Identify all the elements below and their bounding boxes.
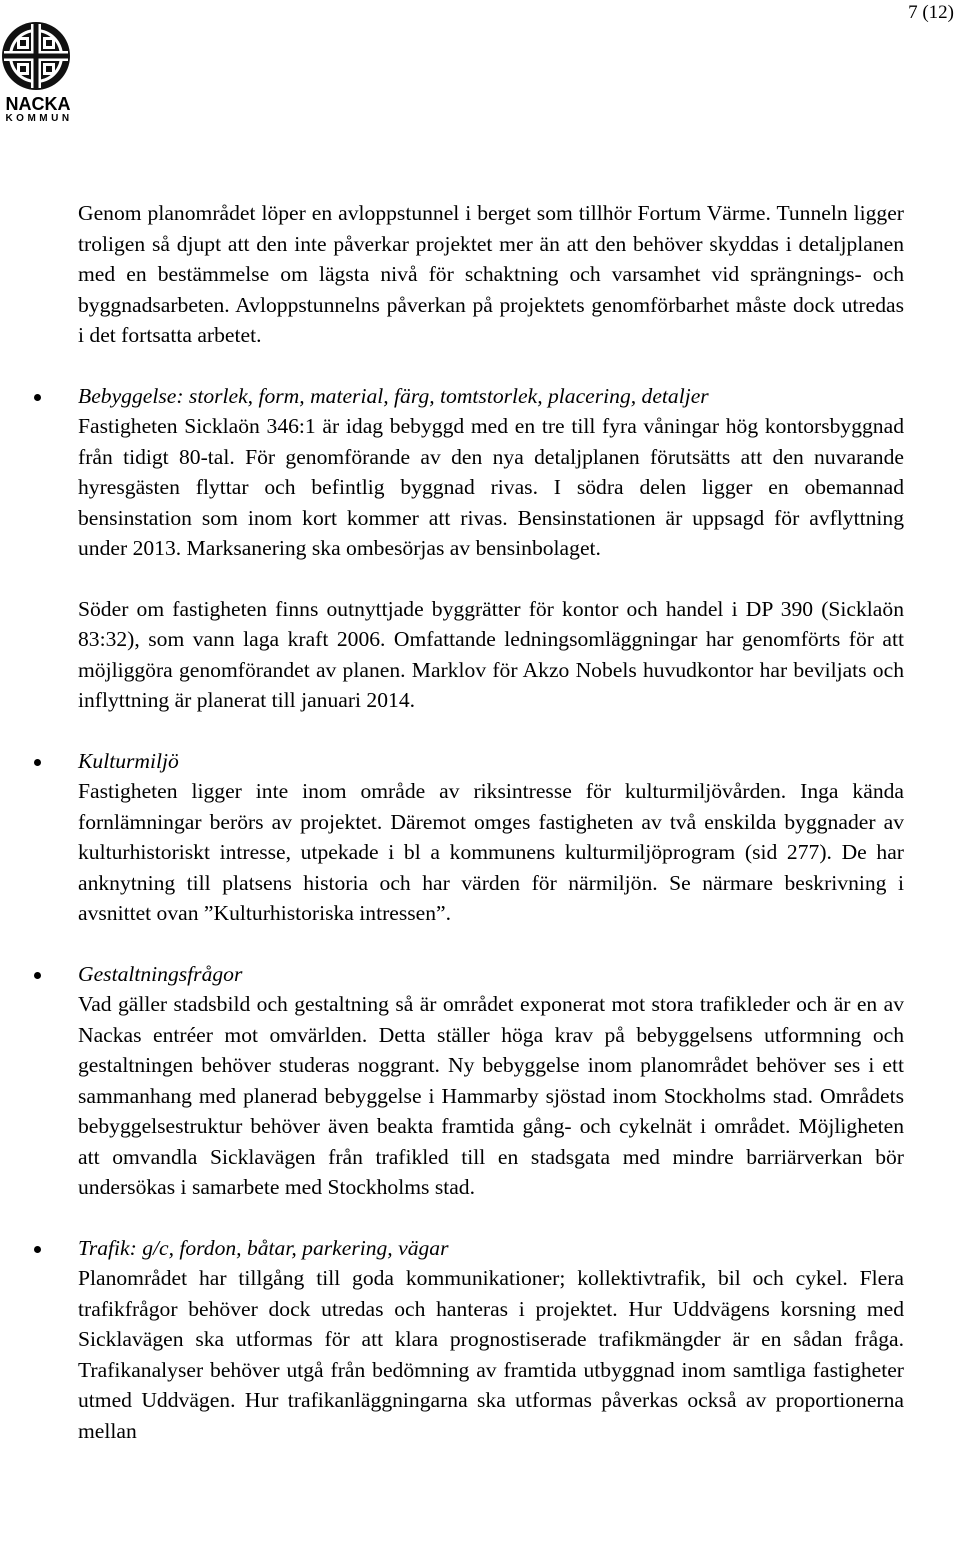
section-paragraph: Vad gäller stadsbild och gestaltning så är området exponerat mot stora trafikleder och är en av Nackas entréer mot omvärlden. Detta ställer höga krav på bebyggelsens utformning och gestaltningen behöver studeras noggrant. Ny bebyggelse inom planområdet behöver ses i ett sammanhang med planerad bebyggelse i Hammarby sjöstad inom Stockholms stad. Områdets bebyggelsestruktur behöver även beakta framtida gång- och cykelnät i området. Möjligheten att omvandla Sicklavägen från trafikled till en stadsgata med mindre barriärverkan bör undersökas i samarbete med Stockholms stad.: [78, 992, 904, 1199]
logo-name: NACKA: [5, 94, 71, 114]
page-number: 7 (12): [908, 2, 954, 23]
section-paragraph: Fastigheten Sicklaön 346:1 är idag bebyggd med en tre till fyra våningar hög kontorsbyggnad från tidigt 80-tal. För genomförande av den nya detaljplanen förutsätts att den nuvarande hyresgästen flyttar och befintlig byggnad rivas. I södra delen ligger en obemannad bensinstation som inom kort kommer att rivas. Bensinstationen är uppsagd för avflyttning under 2013. Marksanering ska ombesörjas av bensinbolaget.: [78, 414, 904, 560]
bullet-icon: [34, 394, 41, 401]
bullet-icon: [34, 972, 41, 979]
municipal-emblem-icon: [0, 18, 76, 96]
section-paragraph: Fastigheten ligger inte inom område av riksintresse för kulturmiljövården. Inga kända fornlämningar berörs av projektet. Däremot omges fastigheten av två enskilda byggnader av kulturhistoriskt intresse, utpekade i bl a kommunens kulturmiljöprogram (sid 277). De har anknytning till platsens historia och har värden för närmiljön. Se närmare beskrivning i avsnittet ovan ”Kulturhistoriska intressen”.: [78, 779, 904, 925]
section-heading: Trafik: g/c, fordon, båtar, parkering, vägar: [78, 1235, 449, 1260]
intro-paragraph: Genom planområdet löper en avloppstunnel i berget som tillhör Fortum Värme. Tunneln ligger troligen så djupt att den inte påverkar projektet mer än att den behöver skyddas i detaljplanen med en bestämmelse om lägsta nivå för schaktning och varsamhet vid sprängnings- och byggnadsarbeten. Avloppstunnelns påverkan på projektets genomförbarhet måste dock utredas i det fortsatta arbetet.: [78, 201, 904, 347]
document-body: [78, 198, 904, 1446]
section-heading: Gestaltningsfrågor: [78, 961, 243, 986]
logo-subtitle: KOMMUN: [5, 113, 73, 124]
section-trafik: [78, 1233, 904, 1447]
section-gestaltningsfragor: [78, 959, 904, 1203]
section-bebyggelse: [78, 381, 904, 716]
section-paragraph: Söder om fastigheten finns outnyttjade byggrätter för kontor och handel i DP 390 (Sicklaön 83:32), som vann laga kraft 2006. Omfattande ledningsomläggningar har genomförts för att möjliggöra genomförandet av planen. Marklov för Akzo Nobels huvudkontor har beviljats och inflyttning är planerat till januari 2014.: [78, 596, 904, 712]
nacka-kommun-logo: [0, 18, 78, 124]
bullet-icon: [34, 759, 41, 766]
section-heading: Kulturmiljö: [78, 748, 179, 773]
bullet-icon: [34, 1246, 41, 1253]
section-kulturmiljo: [78, 746, 904, 929]
section-heading: Bebyggelse: storlek, form, material, färg, tomtstorlek, placering, detaljer: [78, 383, 709, 408]
section-paragraph: Planområdet har tillgång till goda kommunikationer; kollektivtrafik, bil och cykel. Flera trafikfrågor behöver dock utredas och hanteras i projektet. Hur Uddvägens korsning med Sicklavägen ska utformas för att klara prognostiserade trafikmängder är en sådan fråga. Trafikanalyser behöver utgå från bedömning av framtida utbyggnad inom samtliga fastigheter utmed Uddvägen. Hur trafikanläggningarna ska utformas påverkas också av proportionerna mellan: [78, 1266, 904, 1443]
